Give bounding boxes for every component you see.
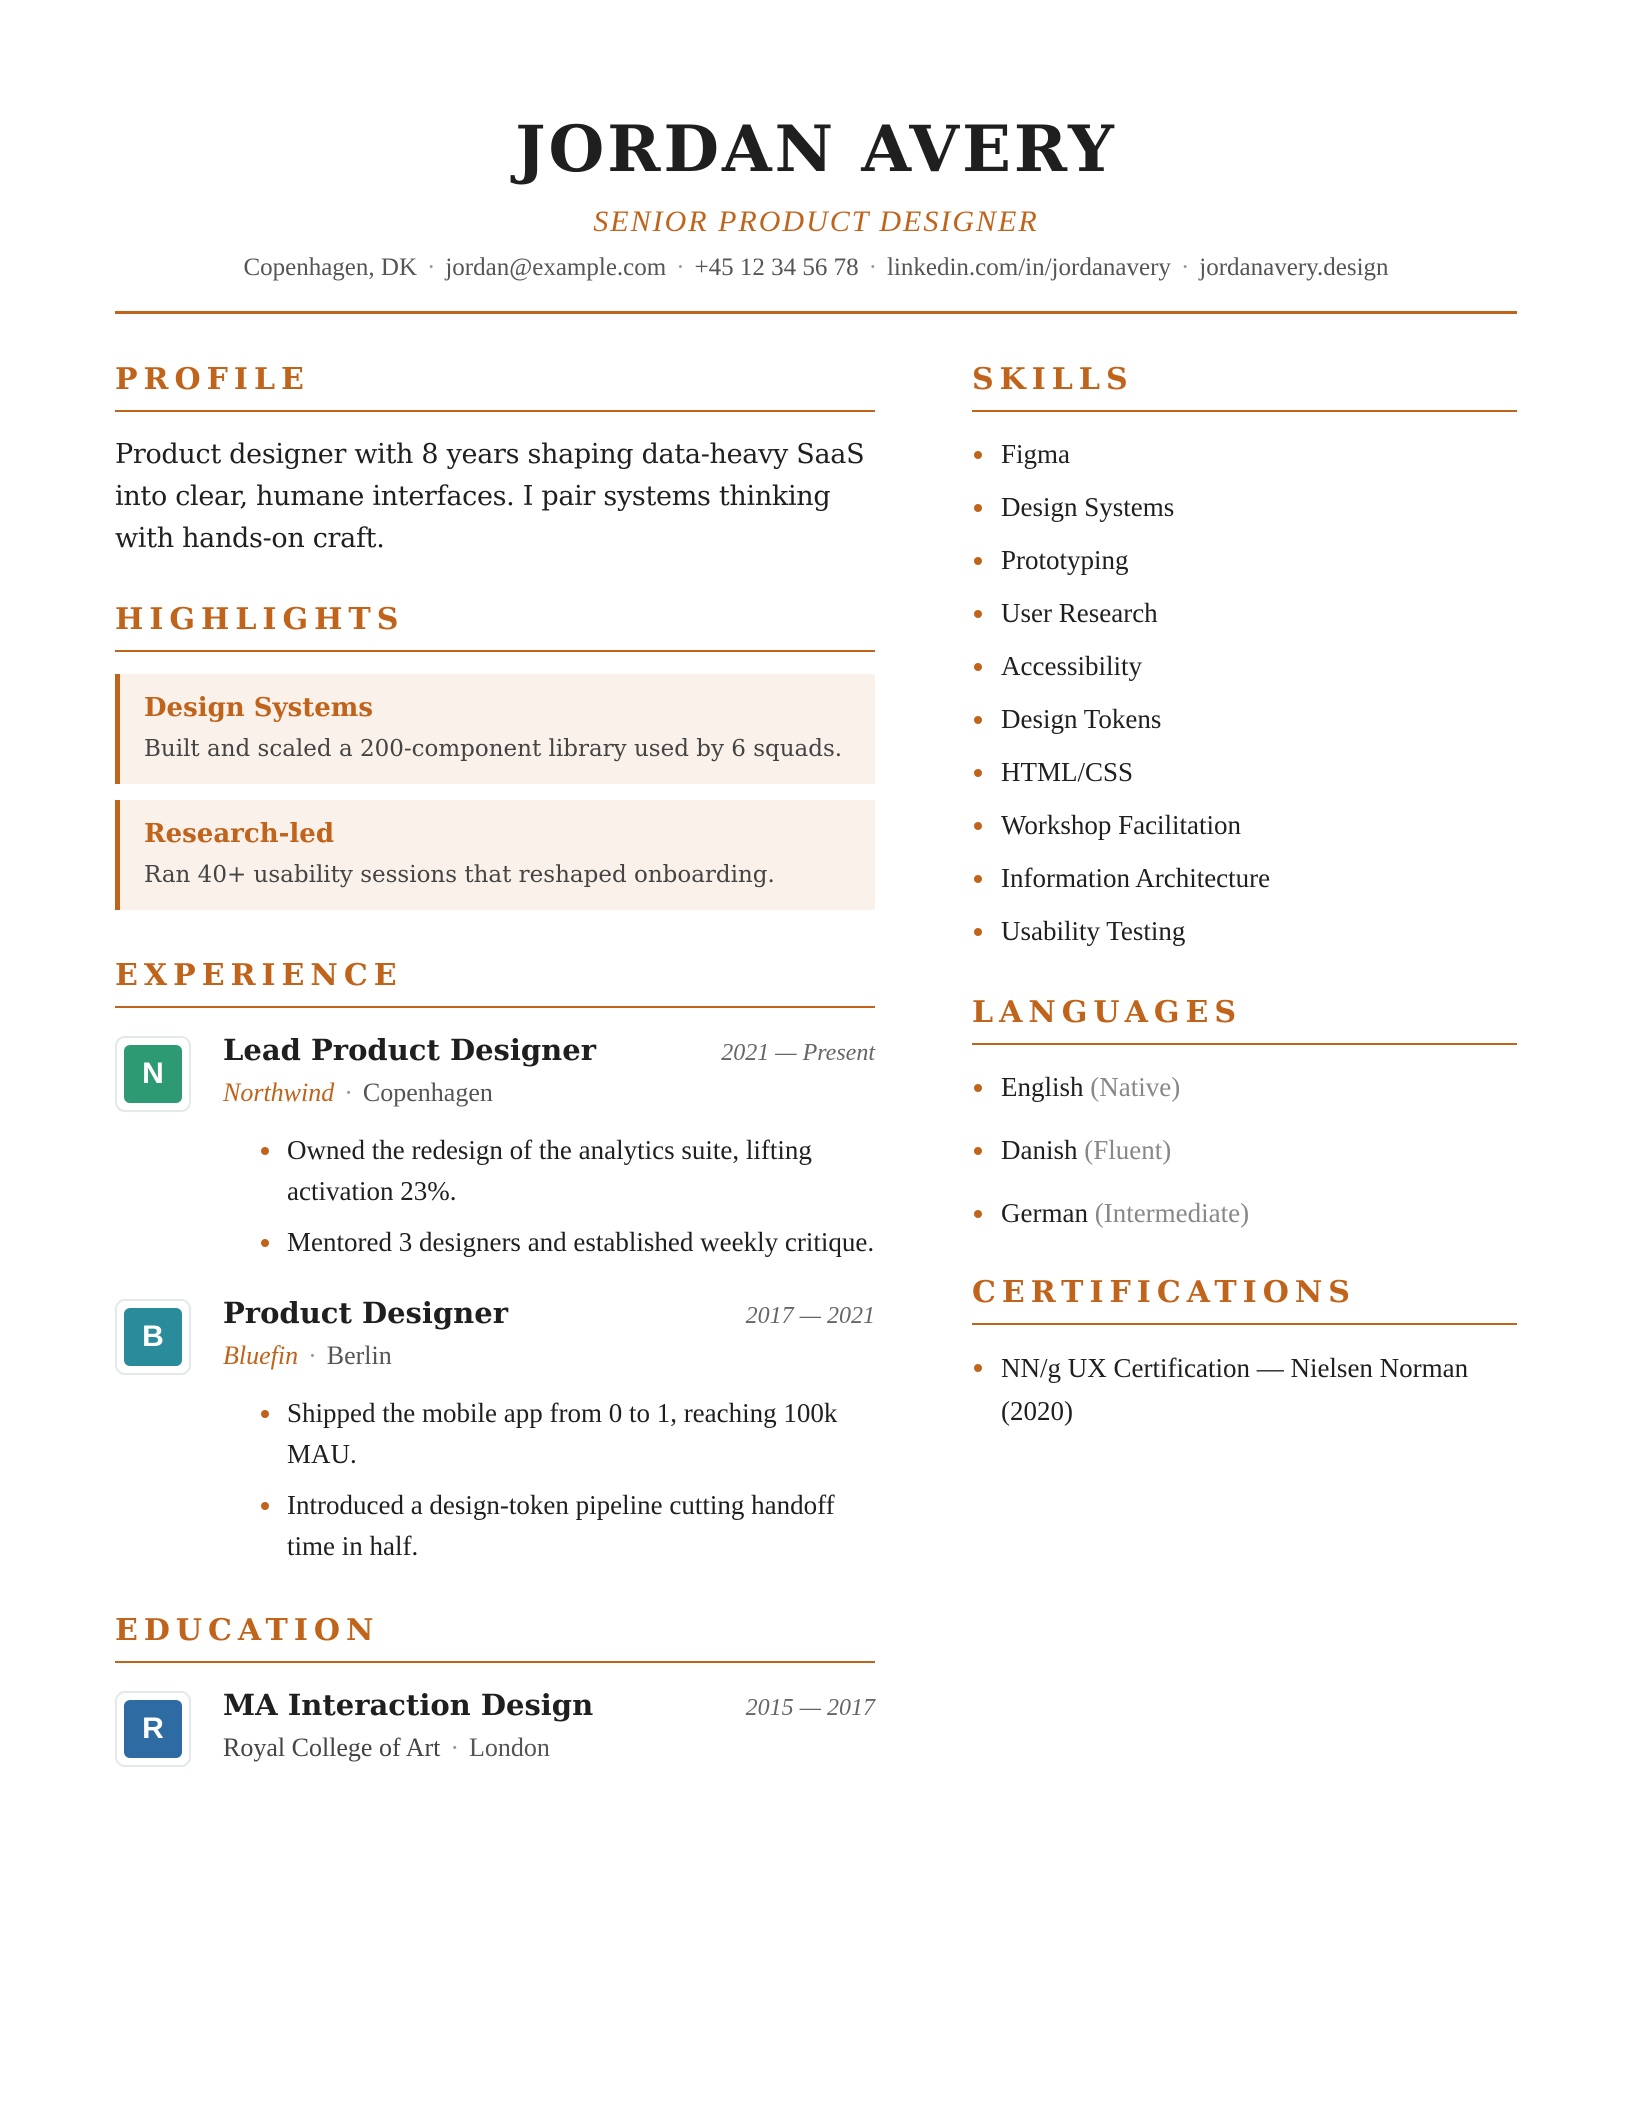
- contact-separator: ·: [427, 254, 436, 281]
- language-name: English: [1001, 1072, 1084, 1102]
- section-heading-profile: PROFILE: [115, 362, 310, 397]
- section-heading-experience: EXPERIENCE: [115, 958, 403, 993]
- section-heading-education: EDUCATION: [115, 1613, 380, 1648]
- job-bullet: Mentored 3 designers and established weekly critique.: [287, 1222, 875, 1263]
- contact-separator: ·: [676, 254, 685, 281]
- profile-section: [115, 360, 875, 560]
- company-logo-letter: B: [124, 1308, 182, 1366]
- section-heading-skills: SKILLS: [972, 362, 1134, 397]
- contact-location: Copenhagen, DK: [243, 254, 418, 281]
- education-entry: [115, 1685, 875, 1767]
- candidate-name: JORDAN AVERY: [515, 112, 1117, 187]
- resume-header: [115, 108, 1517, 286]
- contact-separator: ·: [1180, 254, 1190, 281]
- contact-website[interactable]: jordanavery.design: [1199, 254, 1389, 281]
- job-role: Product Designer: [223, 1296, 508, 1330]
- job-role: Lead Product Designer: [223, 1033, 596, 1067]
- profile-summary: Product designer with 8 years shaping data-heavy SaaS into clear, humane interfaces. I pair systems thinking with hands-on craft.: [115, 439, 865, 554]
- company-logo-bluefin: [115, 1299, 191, 1375]
- job-bullet: Introduced a design-token pipeline cutting handoff time in half.: [287, 1485, 875, 1567]
- skill-item: Prototyping: [972, 540, 1517, 580]
- language-name: German: [1001, 1198, 1088, 1228]
- skills-section: [972, 360, 1517, 951]
- language-name: Danish: [1001, 1135, 1078, 1165]
- company-separator: ·: [308, 1341, 317, 1370]
- candidate-title: SENIOR PRODUCT DESIGNER: [593, 205, 1039, 238]
- skill-item: Design Systems: [972, 487, 1517, 527]
- section-divider: [115, 650, 875, 652]
- degree-name: MA Interaction Design: [223, 1688, 594, 1722]
- right-column: [972, 360, 1517, 1433]
- experience-section: [115, 956, 875, 1567]
- school-line: [223, 1729, 875, 1767]
- language-level: (Fluent): [1084, 1135, 1172, 1165]
- section-heading-certifications: CERTIFICATIONS: [972, 1275, 1356, 1310]
- section-divider: [115, 1006, 875, 1008]
- contact-line: [115, 250, 1517, 286]
- company-logo-northwind: [115, 1036, 191, 1112]
- school-logo-letter: R: [124, 1700, 182, 1758]
- highlights-section: [115, 600, 875, 910]
- highlight-card: [115, 800, 875, 910]
- skill-item: Workshop Facilitation: [972, 805, 1517, 845]
- contact-separator: ·: [868, 254, 877, 281]
- skill-item: HTML/CSS: [972, 752, 1517, 792]
- highlight-description: Built and scaled a 200-component library used by 6 squads.: [144, 736, 843, 762]
- job-location: Copenhagen: [362, 1078, 493, 1107]
- job-company-line: [223, 1337, 875, 1375]
- section-divider: [115, 410, 875, 412]
- highlight-description: Ran 40+ usability sessions that reshaped onboarding.: [144, 862, 775, 888]
- job-header: [223, 1030, 875, 1070]
- experience-entry: [115, 1030, 875, 1263]
- skill-item: Accessibility: [972, 646, 1517, 686]
- language-item: [972, 1130, 1517, 1170]
- job-location: Berlin: [326, 1341, 392, 1370]
- education-header: [223, 1685, 875, 1725]
- education-section: [115, 1611, 875, 1767]
- certifications-list: [972, 1347, 1517, 1433]
- job-header: [223, 1293, 875, 1333]
- job-bullet: Owned the redesign of the analytics suite, lifting activation 23%.: [287, 1130, 875, 1212]
- job-bullets: [223, 1130, 875, 1263]
- skill-item: Information Architecture: [972, 858, 1517, 898]
- header-divider: [115, 311, 1517, 314]
- highlight-title: Design Systems: [144, 693, 373, 723]
- company-name: Northwind: [223, 1078, 335, 1107]
- contact-linkedin[interactable]: linkedin.com/in/jordanavery: [886, 254, 1171, 281]
- skills-list: [972, 434, 1517, 951]
- contact-email[interactable]: jordan@example.com: [445, 254, 667, 281]
- certification-item: NN/g UX Certification — Nielsen Norman (2020): [972, 1347, 1517, 1433]
- job-company-line: [223, 1074, 875, 1112]
- company-separator: ·: [344, 1078, 353, 1107]
- section-divider: [972, 1323, 1517, 1325]
- job-dates: 2017 — 2021: [745, 1303, 875, 1329]
- job-bullets: [223, 1393, 875, 1567]
- left-column: [115, 360, 875, 1797]
- highlight-title: Research-led: [144, 819, 334, 849]
- section-divider: [972, 1043, 1517, 1045]
- certifications-section: [972, 1273, 1517, 1433]
- skill-item: Design Tokens: [972, 699, 1517, 739]
- company-logo-letter: N: [124, 1045, 182, 1103]
- section-heading-languages: LANGUAGES: [972, 995, 1243, 1030]
- language-level: (Intermediate): [1094, 1198, 1250, 1228]
- skill-item: Figma: [972, 434, 1517, 474]
- languages-section: [972, 993, 1517, 1233]
- school-logo-rca: [115, 1691, 191, 1767]
- contact-phone[interactable]: +45 12 34 56 78: [694, 254, 859, 281]
- highlight-card: [115, 674, 875, 784]
- skill-item: User Research: [972, 593, 1517, 633]
- language-item: [972, 1067, 1517, 1107]
- company-name: Bluefin: [223, 1341, 299, 1370]
- languages-list: [972, 1067, 1517, 1233]
- language-level: (Native): [1090, 1072, 1181, 1102]
- school-location: London: [469, 1733, 550, 1762]
- job-dates: 2021 — Present: [721, 1040, 875, 1066]
- school-separator: ·: [450, 1733, 460, 1762]
- language-item: [972, 1193, 1517, 1233]
- section-heading-highlights: HIGHLIGHTS: [115, 602, 405, 637]
- job-bullet: Shipped the mobile app from 0 to 1, reaching 100k MAU.: [287, 1393, 875, 1475]
- section-divider: [972, 410, 1517, 412]
- school-name: Royal College of Art: [223, 1733, 441, 1762]
- experience-entry: [115, 1293, 875, 1567]
- skill-item: Usability Testing: [972, 911, 1517, 951]
- section-divider: [115, 1661, 875, 1663]
- education-dates: 2015 — 2017: [745, 1695, 875, 1721]
